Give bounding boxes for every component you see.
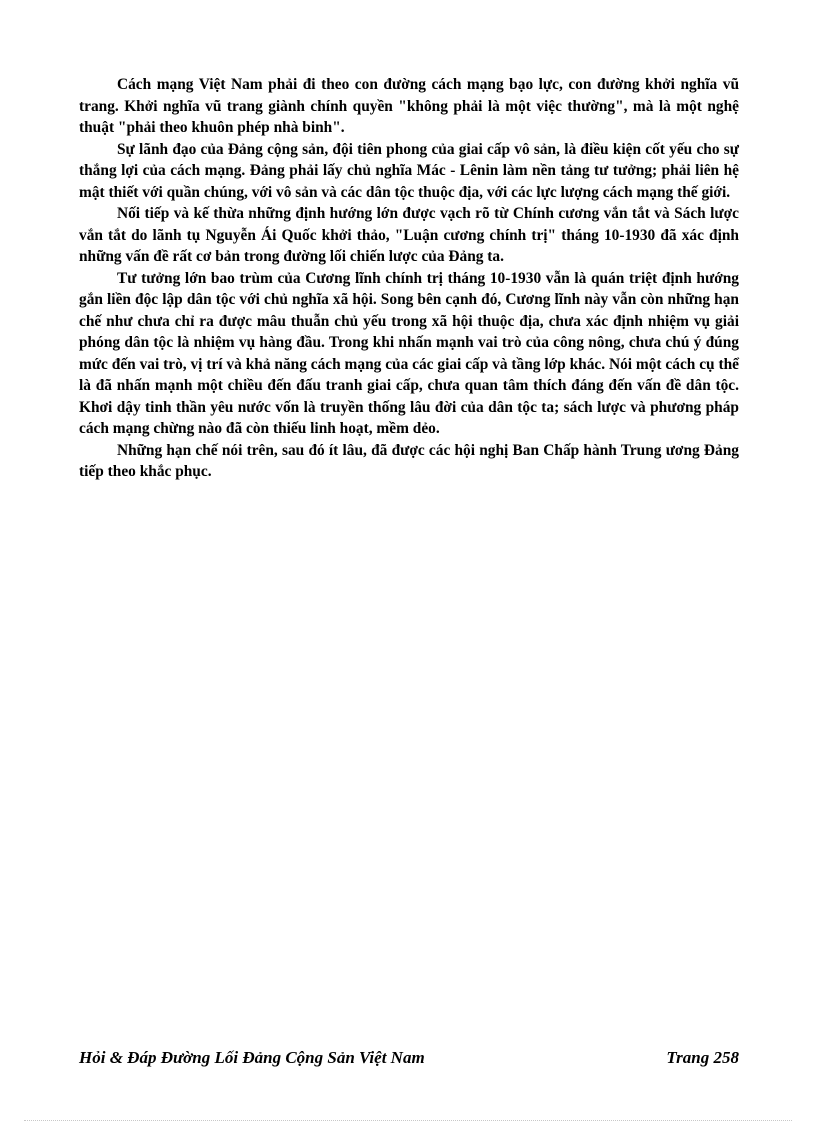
footer-page-number: Trang 258: [666, 1048, 739, 1067]
paragraph-1: Cách mạng Việt Nam phải đi theo con đường cách mạng bạo lực, con đường khởi nghĩa vũ trang. Khởi nghĩa vũ trang giành chính quyền "không phải là một việc thường", mà là một nghệ thuật "phải theo khuôn phép nhà binh".: [79, 76, 739, 136]
paragraph-5: Những hạn chế nói trên, sau đó ít lâu, đã được các hội nghị Ban Chấp hành Trung ương Đảng tiếp theo khắc phục.: [79, 441, 739, 480]
page-footer: [79, 1048, 739, 1068]
paragraph-4: Tư tưởng lớn bao trùm của Cương lĩnh chính trị tháng 10-1930 vẫn là quán triệt định hướng gắn liền độc lập dân tộc với chủ nghĩa xã hội. Song bên cạnh đó, Cương lĩnh này vẫn còn những hạn chế như chưa chỉ ra được mâu thuẫn chủ yếu trong xã hội thuộc địa, chưa xác định nhiệm vụ giải phóng dân tộc là nhiệm vụ hàng đầu. Trong khi nhấn mạnh vai trò của công nông, chưa chú ý đúng mức đến vai trò, vị trí và khả năng cách mạng của các giai cấp và tầng lớp khác. Nói một cách cụ thể là đã nhấn mạnh một chiều đến đấu tranh giai cấp, chưa quan tâm thích đáng đến vấn đề dân tộc. Khơi dậy tinh thần yêu nước vốn là truyền thống lâu đời của dân tộc ta; sách lược và phương pháp cách mạng chừng nào đã còn thiếu linh hoạt, mềm dẻo.: [79, 269, 739, 437]
body-text: [79, 74, 739, 483]
paragraph-2: Sự lãnh đạo của Đảng cộng sản, đội tiên phong của giai cấp vô sản, là điều kiện cốt yếu cho sự thắng lợi của cách mạng. Đảng phải lấy chủ nghĩa Mác - Lênin làm nền tảng tư tưởng; phải liên hệ mật thiết với quần chúng, với vô sản và các dân tộc thuộc địa, với các lực lượng cách mạng thế giới.: [79, 140, 739, 201]
paragraph-3: Nối tiếp và kế thừa những định hướng lớn được vạch rõ từ Chính cương vắn tắt và Sách lược vắn tắt do lãnh tụ Nguyễn Ái Quốc khởi thảo, "Luận cương chính trị" tháng 10-1930 đã xác định những vấn đề rất cơ bản trong đường lối chiến lược của Đảng ta.: [79, 205, 739, 265]
page-bottom-divider: [24, 1120, 792, 1121]
footer-book-title: Hỏi & Đáp Đường Lối Đảng Cộng Sản Việt Nam: [79, 1048, 425, 1067]
